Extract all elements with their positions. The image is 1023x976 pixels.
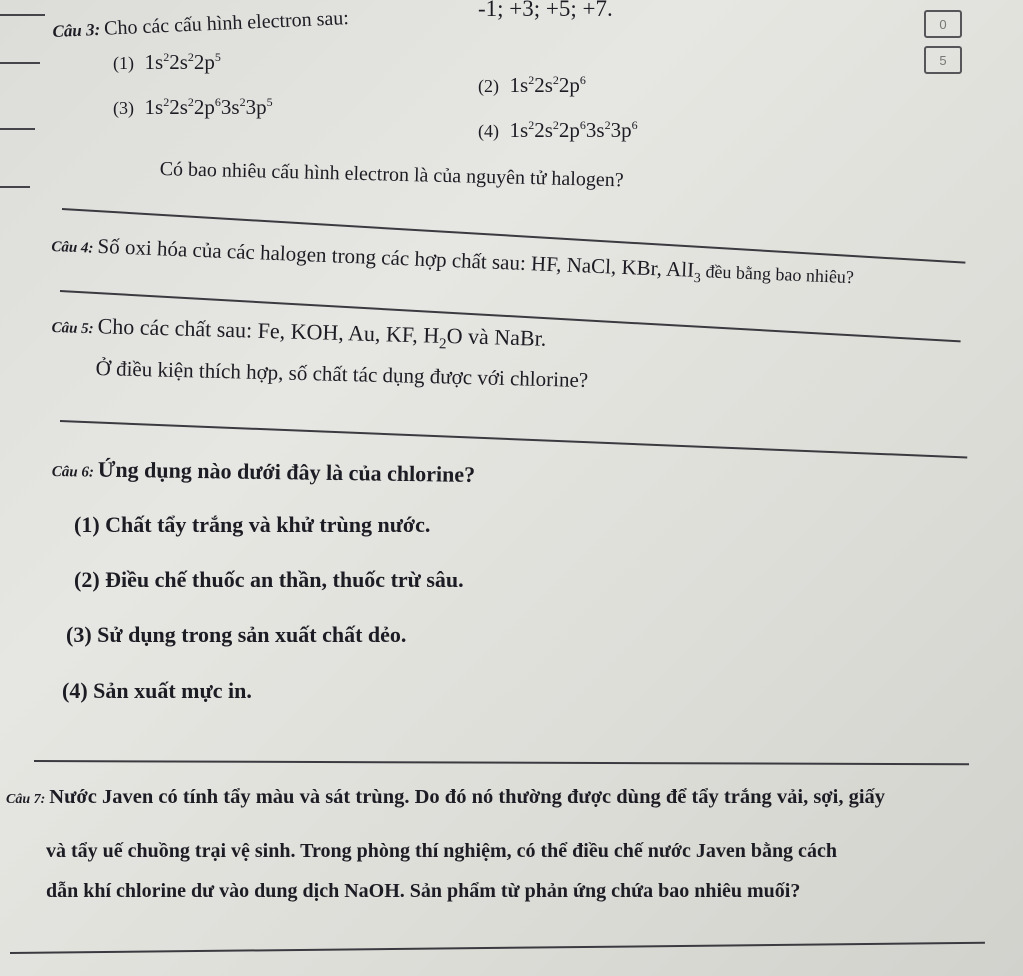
- orbital-term: $3p^6$: [610, 118, 638, 142]
- q7-text-1: Nước Javen có tính tẩy màu và sát trùng. Do đó nó thường được dùng để tẩy trắng vải, sợi, giấy: [49, 786, 886, 808]
- orbital-exponent: 2: [239, 95, 246, 109]
- q3-question: Có bao nhiêu cấu hình electron là của nguyên tử halogen?: [159, 158, 624, 192]
- orbital-exponent: 5: [266, 95, 273, 109]
- orbital-term: $2s^2$: [534, 73, 559, 97]
- q3-config-2: [478, 73, 586, 98]
- config-number: (4): [478, 121, 504, 141]
- orbital-exponent: 2: [528, 73, 535, 87]
- q7-line-3: dẫn khí chlorine dư vào dung dịch NaOH. Sản phẩm từ phản ứng chứa bao nhiêu muối?: [46, 880, 801, 902]
- orbital-exponent: 6: [631, 118, 638, 132]
- orbital-exponent: 2: [604, 118, 611, 132]
- score-box: 5: [924, 46, 962, 74]
- q4-text-a: Số oxi hóa của các halogen trong các hợp chất sau: HF, NaCl, KBr, AlI: [97, 233, 695, 282]
- score-box: 0: [924, 10, 962, 38]
- orbital-exponent: 2: [552, 118, 559, 132]
- orbital-term: $1s^2$: [144, 50, 170, 74]
- orbital-term: $1s^2$: [509, 118, 535, 142]
- orbital-term: $2p^5$: [193, 50, 221, 74]
- q3-config-4: [478, 118, 638, 143]
- q3-heading: [52, 7, 349, 43]
- margin-line: [0, 186, 30, 188]
- margin-line: [0, 128, 35, 130]
- orbital-exponent: 2: [163, 50, 170, 64]
- q6-option-1: (1) Chất tẩy trắng và khử trùng nước.: [74, 512, 431, 537]
- orbital-term: $2p^6$: [558, 118, 586, 142]
- q4-subscript: 3: [693, 270, 702, 287]
- q4-text-b: đều bằng bao nhiêu?: [700, 261, 855, 288]
- orbital-exponent: 6: [214, 95, 221, 109]
- q7-line-2: và tẩy uế chuồng trại vệ sinh. Trong phòng thí nghiệm, có thể điều chế nước Javen bằng cách: [46, 840, 837, 862]
- q4-label: Câu 4:: [51, 238, 94, 257]
- q3-config-3: [113, 95, 273, 120]
- orbital-exponent: 2: [528, 118, 535, 132]
- q5-question: Ở điều kiện thích hợp, số chất tác dụng được với chlorine?: [95, 356, 589, 393]
- q7-label: Câu 7:: [6, 792, 46, 807]
- orbital-exponent: 2: [163, 95, 170, 109]
- q5-text-b: O và NaBr.: [446, 323, 547, 351]
- q7-line-1: [6, 786, 885, 809]
- orbital-term: $3s^2$: [585, 118, 611, 142]
- margin-line: [0, 62, 40, 64]
- q3-config-1: [113, 50, 221, 75]
- config-number: (1): [113, 53, 139, 73]
- q3-label: Câu 3:: [52, 19, 101, 41]
- orbital-term: $2p^6$: [193, 95, 221, 119]
- orbital-term: $2s^2$: [169, 50, 194, 74]
- q6-option-2: (2) Điều chế thuốc an thần, thuốc trừ sâu.: [74, 567, 464, 592]
- answer-line: [10, 942, 985, 954]
- header-fragment: -1; +3; +5; +7.: [478, 0, 613, 21]
- orbital-exponent: 2: [187, 95, 194, 109]
- q4-body: [97, 234, 854, 288]
- q5-text: [51, 312, 546, 356]
- orbital-exponent: 6: [579, 73, 586, 87]
- config-number: (2): [478, 76, 504, 96]
- answer-line: [34, 760, 969, 765]
- q6-label: Câu 6:: [51, 463, 94, 481]
- q6-body: Ứng dụng nào dưới đây là của chlorine?: [97, 456, 476, 487]
- q5-subscript: 2: [438, 336, 447, 353]
- answer-line: [60, 420, 967, 458]
- orbital-exponent: 2: [187, 50, 194, 64]
- orbital-term: $3s^2$: [220, 95, 246, 119]
- orbital-exponent: 6: [579, 118, 586, 132]
- q3-intro: Cho các cấu hình electron sau:: [103, 7, 350, 40]
- orbital-exponent: 2: [552, 73, 559, 87]
- q5-text-a: Cho các chất sau: Fe, KOH, Au, KF, H: [97, 313, 440, 348]
- orbital-term: $2p^6$: [558, 73, 586, 97]
- orbital-term: $2s^2$: [534, 118, 559, 142]
- orbital-term: $2s^2$: [169, 95, 194, 119]
- q6-text: [52, 456, 476, 488]
- q6-option-3: (3) Sử dụng trong sản xuất chất dẻo.: [66, 622, 407, 647]
- orbital-term: $1s^2$: [144, 95, 170, 119]
- q6-option-4: (4) Sản xuất mực in.: [62, 678, 252, 703]
- orbital-term: $3p^5$: [245, 95, 273, 119]
- orbital-exponent: 5: [214, 50, 221, 64]
- q5-label: Câu 5:: [51, 319, 94, 338]
- orbital-term: $1s^2$: [509, 73, 535, 97]
- config-number: (3): [113, 98, 139, 118]
- q5-body: [97, 313, 546, 351]
- q4-text: [51, 232, 855, 293]
- margin-line: [0, 14, 45, 16]
